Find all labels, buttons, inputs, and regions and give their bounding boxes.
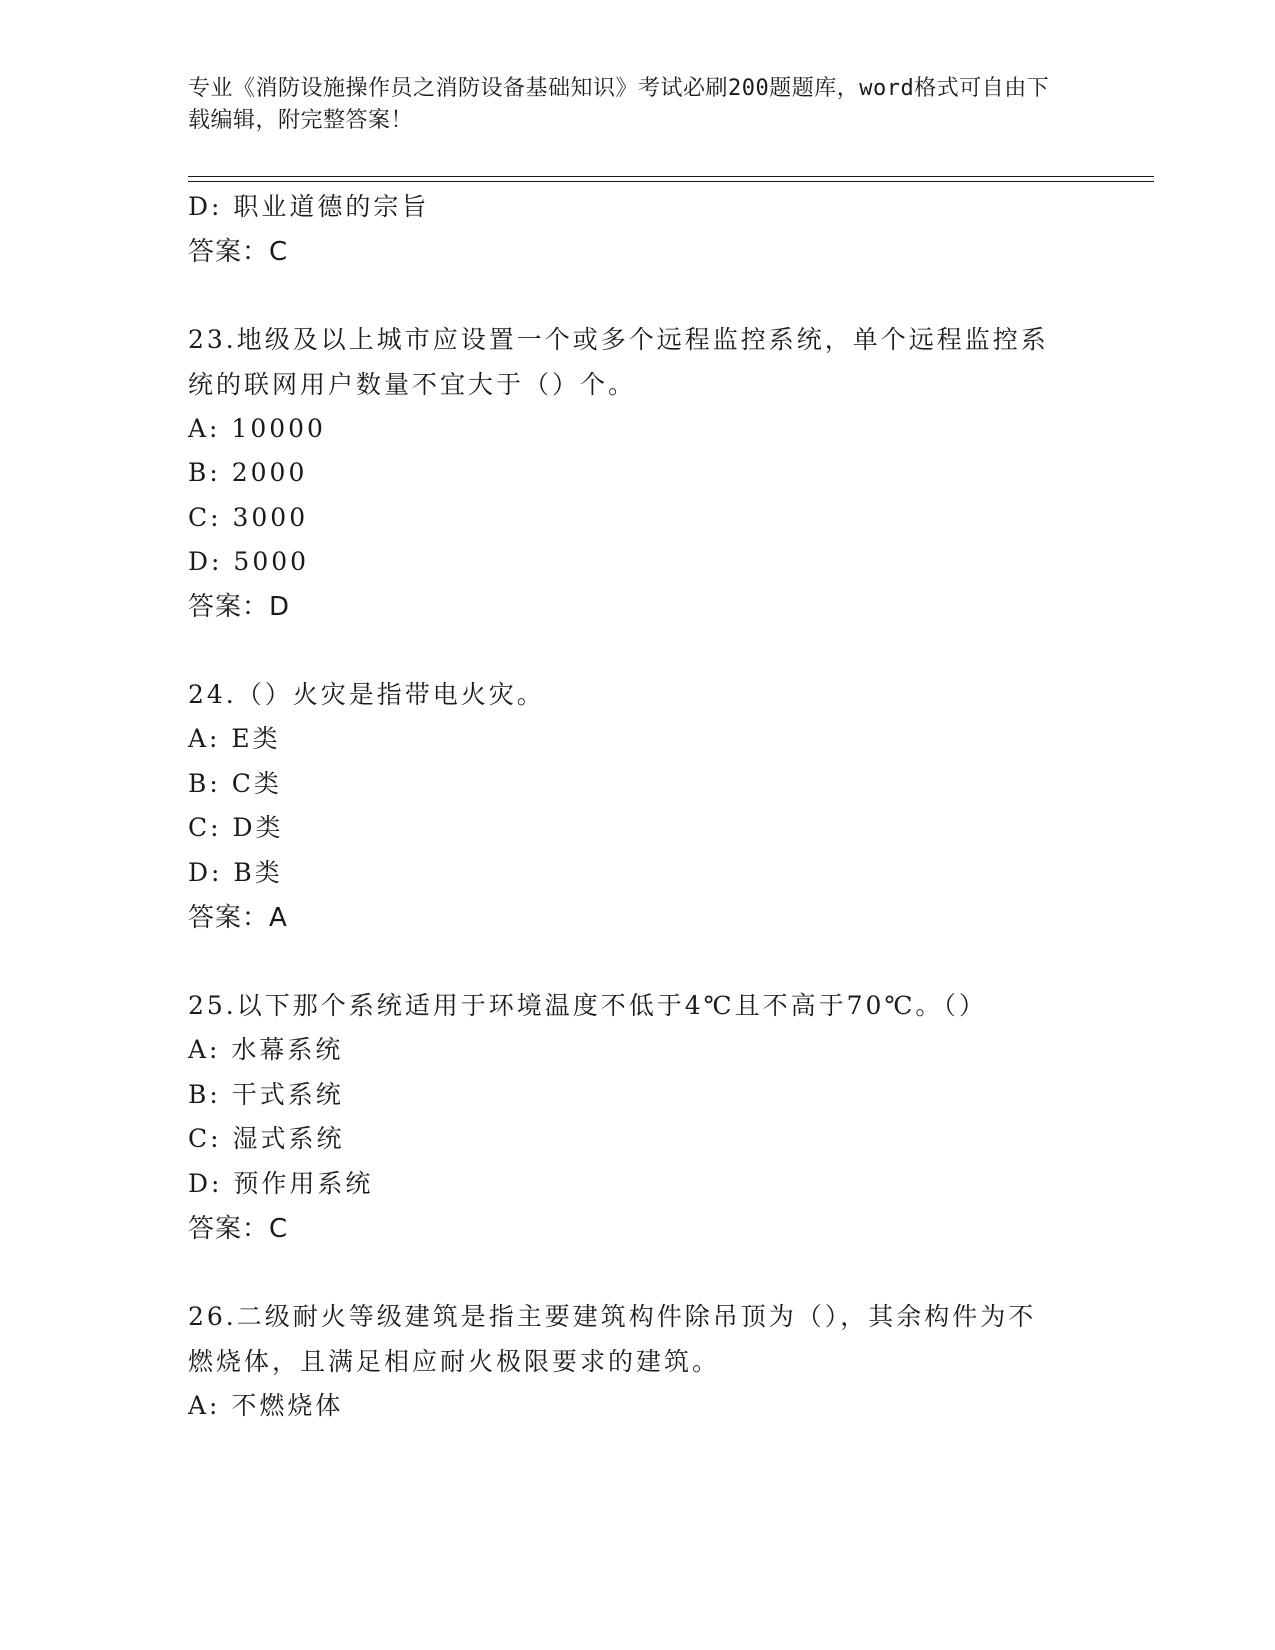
document-header-title: 专业《消防设施操作员之消防设备基础知识》考试必刷200题题库，word格式可自由下载编辑，附完整答案！ bbox=[188, 76, 1050, 133]
question-25-stem: 25.以下那个系统适用于环境温度不低于4℃且不高于70℃。（） bbox=[188, 991, 987, 1020]
question-24-option-a: A: E类 bbox=[188, 724, 281, 753]
question-23-option-a: A: 10000 bbox=[188, 414, 326, 443]
question-25-option-a: A: 水幕系统 bbox=[188, 1035, 344, 1064]
question-26-option-a: A: 不燃烧体 bbox=[188, 1391, 344, 1420]
question-23-option-c: C: 3000 bbox=[188, 503, 309, 532]
question-23-stem-line1: 23.地级及以上城市应设置一个或多个远程监控系统，单个远程监控系 bbox=[188, 325, 1049, 354]
question-24-answer: 答案：A bbox=[188, 903, 288, 933]
question-25-option-c: C: 湿式系统 bbox=[188, 1124, 345, 1153]
header-divider-bottom bbox=[188, 181, 1154, 182]
question-23-answer: 答案：D bbox=[188, 592, 291, 622]
question-23-stem-line2: 统的联网用户数量不宜大于（）个。 bbox=[188, 370, 637, 399]
answer-label: 答案：C bbox=[188, 237, 289, 267]
header-divider-top bbox=[188, 176, 1154, 177]
question-25-answer: 答案：C bbox=[188, 1214, 289, 1244]
question-23-option-b: B: 2000 bbox=[188, 458, 308, 487]
question-24-option-b: B: C类 bbox=[188, 769, 282, 798]
question-24-option-d: D: B类 bbox=[188, 858, 283, 887]
question-24-stem: 24.（）火灾是指带电火灾。 bbox=[188, 680, 545, 709]
question-25-option-d: D: 预作用系统 bbox=[188, 1169, 374, 1198]
question-24-option-c: C: D类 bbox=[188, 813, 284, 842]
question-23-option-d: D: 5000 bbox=[188, 547, 310, 576]
question-25-option-b: B: 干式系统 bbox=[188, 1080, 344, 1109]
option-d: D: 职业道德的宗旨 bbox=[188, 192, 430, 221]
question-26-stem-line2: 燃烧体，且满足相应耐火极限要求的建筑。 bbox=[188, 1347, 721, 1376]
question-26-stem-line1: 26.二级耐火等级建筑是指主要建筑构件除吊顶为（），其余构件为不 bbox=[188, 1302, 1037, 1331]
